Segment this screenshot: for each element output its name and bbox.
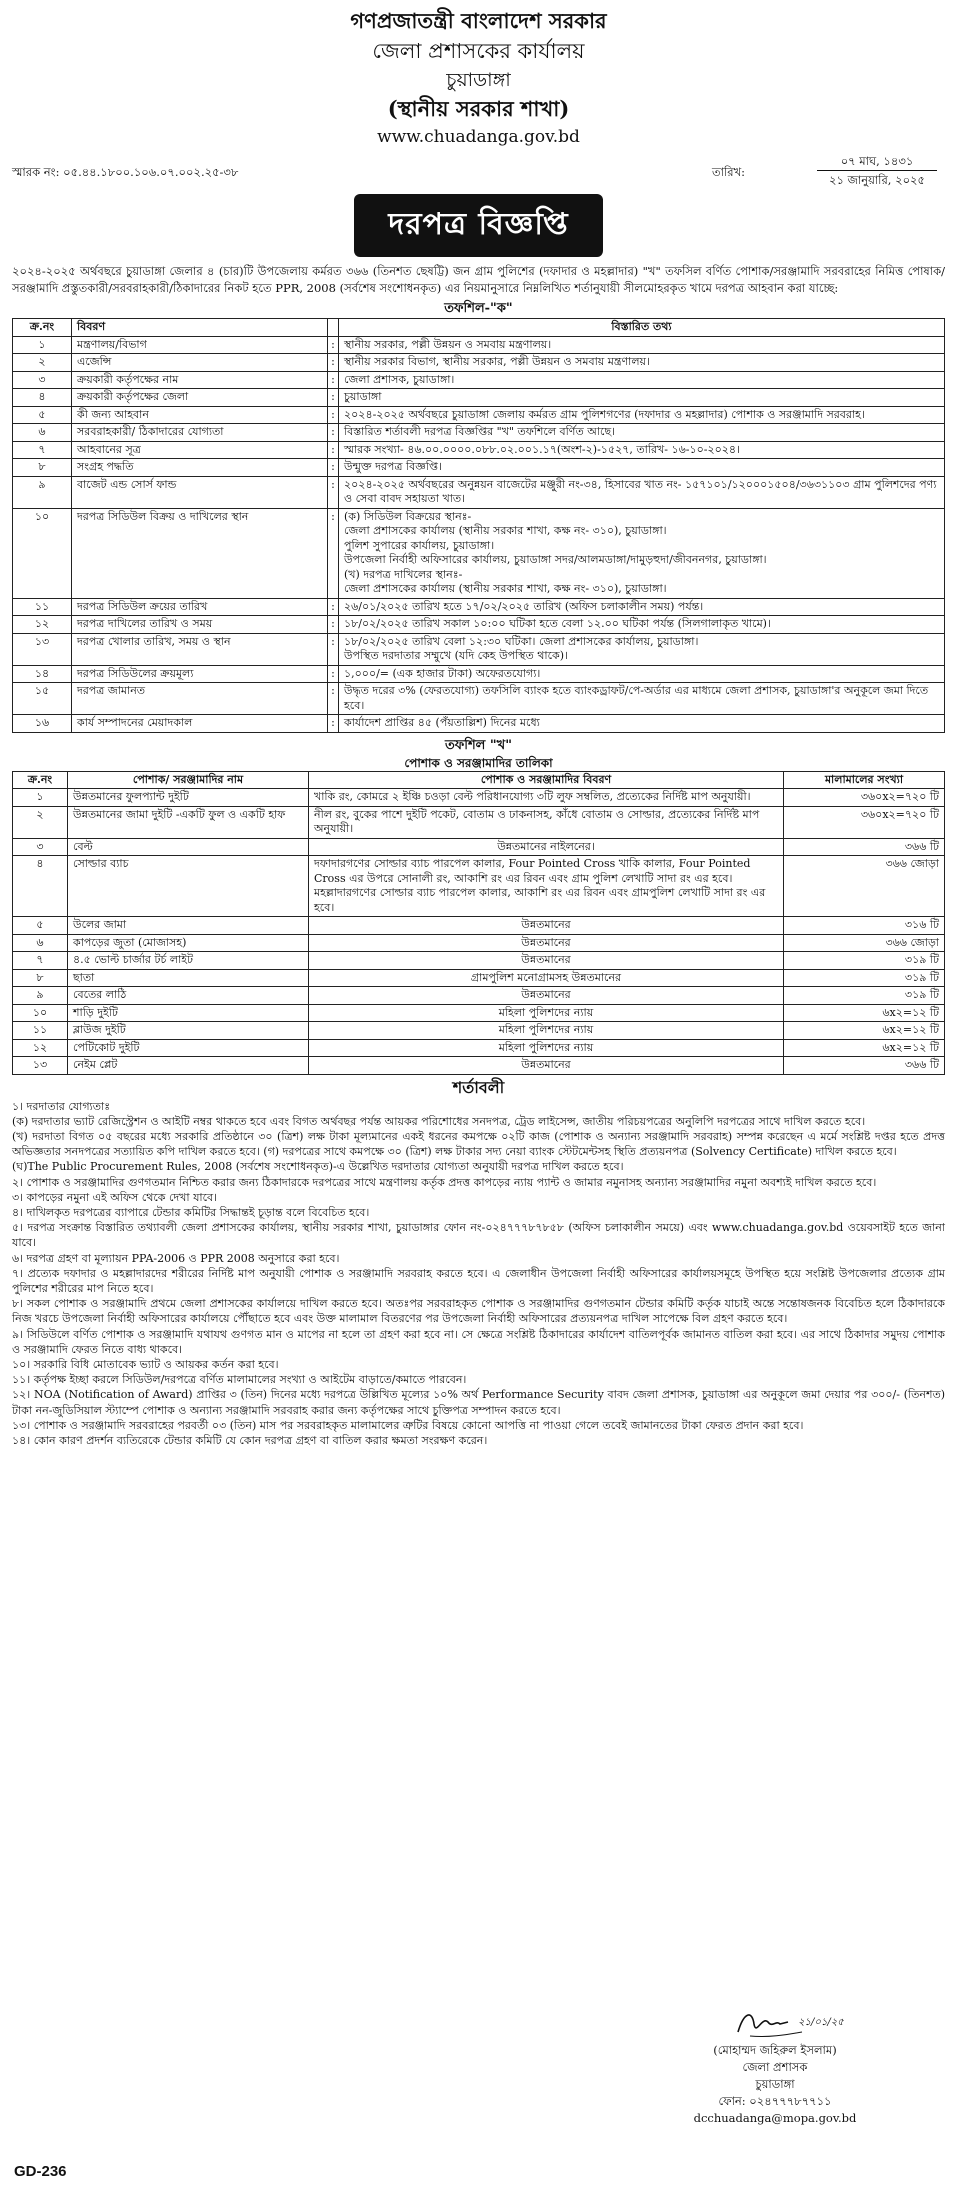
schedule-kha-row bbox=[13, 838, 945, 856]
schedule-kha-title: তফশিল "খ" bbox=[445, 737, 512, 753]
row-detail: ২৬/০১/২০২৫ তারিখ হতে ১৭/০২/২০২৫ তারিখ (অফিস চলাকালীন সময়) পর্যন্ত। bbox=[339, 598, 945, 616]
row-separator: : bbox=[328, 389, 339, 407]
schedule-ka-row bbox=[13, 336, 945, 354]
row-description: উন্নতমানের bbox=[309, 987, 784, 1005]
row-quantity: ৩৬৬ জোড়া bbox=[784, 934, 945, 952]
schedule-kha-row bbox=[13, 987, 945, 1005]
row-separator: : bbox=[328, 406, 339, 424]
row-quantity: ৩৬০x২=৭২০ টি bbox=[784, 806, 945, 838]
row-serial: ১৬ bbox=[13, 715, 72, 733]
row-serial: ৭ bbox=[13, 952, 68, 970]
row-separator: : bbox=[328, 598, 339, 616]
row-detail: ১৮/০২/২০২৫ তারিখ সকাল ১০:০০ ঘটিকা হতে বেলা ১২.০০ ঘটিকা পর্যন্ত (সিলগালাকৃত খামে)। bbox=[339, 616, 945, 634]
office-title: জেলা প্রশাসকের কার্যালয় bbox=[372, 39, 585, 63]
row-separator: : bbox=[328, 371, 339, 389]
row-name: বেল্ট bbox=[68, 838, 309, 856]
schedule-kha-row bbox=[13, 1004, 945, 1022]
condition-item: (ঘ)The Public Procurement Rules, 2008 (সর্বশেষ সংশোধনকৃত)-এ উল্লেখিত দরদাতার যোগ্যতা অনুযায়ী দরপত্র দাখিল করতে হবে। bbox=[12, 1160, 624, 1174]
row-description: উন্নতমানের নাইলনের। bbox=[309, 838, 784, 856]
header-detail: বিস্তারিত তথ্য bbox=[339, 319, 945, 337]
row-detail: স্থানীয় সরকার, পল্লী উন্নয়ন ও সমবায় মন্ত্রণালয়। bbox=[339, 336, 945, 354]
row-separator: : bbox=[328, 633, 339, 665]
condition-item: ৩। কাপড়ের নমুনা এই অফিস থেকে দেখা যাবে। bbox=[12, 1190, 218, 1204]
schedule-kha-row bbox=[13, 934, 945, 952]
row-detail: স্থানীয় সরকার বিভাগ, স্থানীয় সরকার, পল্লী উন্নয়ন ও সমবায় মন্ত্রণালয়। bbox=[339, 354, 945, 372]
condition-item: (খ) দরদাতা বিগত ০৫ বছরের মধ্যে সরকারি প্রতিষ্ঠানে ৩০ (ত্রিশ) লক্ষ টাকা মূল্যমানের একই ধরনের কমপক্ষে ০২টি কাজ (পোশাক ও অন্যান্য সরঞ্জামাদি সরবরাহ) সম্পন্ন করেছেন এ মর্মে সংশ্লিষ্ট দপ্তর হতে প্রদত্ত অভিজ্ঞতার সনদপত্রের সত্যায়িত কপি দাখিল করতে হবে। (গ) দরপত্রের সাথে কমপক্ষে ৩০ (ত্রিশ) লক্ষ টাকার সদ্য নেয়া ব্যাংক স্টেটমেন্টসহ স্থিতি প্রত্যয়নপত্র (Solvency Certificate) দাখিল করতে হবে। bbox=[12, 1129, 945, 1159]
row-detail: ২০২৪-২০২৫ অর্থবছরে চুয়াডাঙ্গা জেলায় কর্মরত গ্রাম পুলিশগণের (দফাদার ও মহল্লাদার) পোশাক ও সরঞ্জামাদি সরবরাহ। bbox=[339, 406, 945, 424]
letterhead bbox=[12, 6, 945, 150]
row-detail: (ক) সিডিউল বিক্রয়ের স্থানঃ- জেলা প্রশাসকের কার্যালয় (স্থানীয় সরকার শাখা, কক্ষ নং- ৩১০), চুয়াডাঙ্গা। পুলিশ সুপারের কার্যালয়, চুয়াডাঙ্গা। উপজেলা নির্বাহী অফিসারের কার্যালয়, চুয়াডাঙ্গা সদর/আলমডাঙ্গা/দামুড়হুদা/জীবননগর, চুয়াডাঙ্গা। (খ) দরপত্র দাখিলের স্থানঃ- জেলা প্রশাসকের কার্যালয় (স্থানীয় সরকার শাখা, কক্ষ নং- ৩১০), চুয়াডাঙ্গা। bbox=[339, 508, 945, 598]
row-serial: ১৩ bbox=[13, 633, 72, 665]
row-detail: ১৮/০২/২০২৫ তারিখ বেলা ১২:৩০ ঘটিকা। জেলা প্রশাসকের কার্যালয়, চুয়াডাঙ্গা। উপস্থিত দরদাতার সম্মুখে (যদি কেহ উপস্থিত থাকে)। bbox=[339, 633, 945, 665]
row-detail: চুয়াডাঙ্গা bbox=[339, 389, 945, 407]
row-name: ছাতা bbox=[68, 969, 309, 987]
row-description: গ্রামপুলিশ মনোগ্রামসহ উন্নতমানের bbox=[309, 969, 784, 987]
row-serial: ৭ bbox=[13, 441, 72, 459]
schedule-ka-row bbox=[13, 665, 945, 683]
row-item: ক্রয়কারী কর্তৃপক্ষের জেলা bbox=[72, 389, 328, 407]
date-label: তারিখ: bbox=[712, 165, 746, 179]
row-name: পেটিকোট দুইটি bbox=[68, 1039, 309, 1057]
row-serial: ১০ bbox=[13, 508, 72, 598]
row-serial: ১২ bbox=[13, 616, 72, 634]
banner-wrap bbox=[12, 194, 945, 257]
row-description: উন্নতমানের bbox=[309, 1057, 784, 1075]
schedule-ka-row bbox=[13, 715, 945, 733]
row-separator: : bbox=[328, 715, 339, 733]
conditions-list bbox=[12, 1099, 945, 1449]
schedule-ka-row bbox=[13, 508, 945, 598]
signatory-place: চুয়াডাঙ্গা bbox=[755, 2077, 795, 2091]
row-quantity: ৩৬০x২=৭২০ টি bbox=[784, 789, 945, 807]
schedule-kha-subtitle: পোশাক ও সরঞ্জামাদির তালিকা bbox=[404, 755, 553, 770]
row-separator: : bbox=[328, 665, 339, 683]
row-serial: ১৪ bbox=[13, 665, 72, 683]
schedule-ka-row bbox=[13, 633, 945, 665]
row-serial: ৮ bbox=[13, 459, 72, 477]
row-name: নেইম প্লেট bbox=[68, 1057, 309, 1075]
row-item: দরপত্র খোলার তারিখ, সময় ও স্থান bbox=[72, 633, 328, 665]
header-name: পোশাক/ সরঞ্জামাদির নাম bbox=[68, 771, 309, 789]
row-item: দরপত্র সিডিউল বিক্রয় ও দাখিলের স্থান bbox=[72, 508, 328, 598]
signatory-title: জেলা প্রশাসক bbox=[742, 2060, 808, 2074]
row-quantity: ৩৬৬ টি bbox=[784, 838, 945, 856]
conditions-title: শর্তাবলী bbox=[452, 1077, 505, 1097]
row-item: সরবরাহকারী/ ঠিকাদারের যোগ্যতা bbox=[72, 424, 328, 442]
reference-row bbox=[12, 150, 945, 194]
row-serial: ৮ bbox=[13, 969, 68, 987]
schedule-ka-row bbox=[13, 459, 945, 477]
row-serial: ৪ bbox=[13, 856, 68, 917]
row-serial: ১৫ bbox=[13, 683, 72, 715]
signatory-name: (মোহাম্মদ জহিরুল ইসলাম) bbox=[713, 2043, 837, 2057]
row-serial: ১২ bbox=[13, 1039, 68, 1057]
schedule-ka-row bbox=[13, 476, 945, 508]
row-item: আহবানের সূত্র bbox=[72, 441, 328, 459]
row-serial: ৪ bbox=[13, 389, 72, 407]
header-description: পোশাক ও সরঞ্জামাদির বিবরণ bbox=[309, 771, 784, 789]
condition-item: ১৪। কোন কারণ প্রদর্শন ব্যতিরেকে টেন্ডার কমিটি যে কোন দরপত্র গ্রহণ বা বাতিল করার ক্ষমতা সংরক্ষণ করেন। bbox=[12, 1433, 488, 1447]
signature-mark bbox=[660, 2002, 890, 2042]
schedule-ka-row bbox=[13, 441, 945, 459]
row-name: কাপড়ের জুতা (মোজাসহ) bbox=[68, 934, 309, 952]
row-detail: উদ্ধৃত দরের ৩% (ফেরতযোগ্য) তফসিলি ব্যাংক হতে ব্যাংকড্রাফট/পে-অর্ডার এর মাধ্যমে জেলা প্রশাসক, চুয়াডাঙ্গা'র অনুকূলে জমা দিতে হবে। bbox=[339, 683, 945, 715]
row-separator: : bbox=[328, 354, 339, 372]
branch-name: (স্থানীয় সরকার শাখা) bbox=[387, 96, 570, 121]
row-separator: : bbox=[328, 476, 339, 508]
govt-title: গণপ্রজাতন্ত্রী বাংলাদেশ সরকার bbox=[350, 8, 607, 33]
row-item: কী জন্য আহবান bbox=[72, 406, 328, 424]
row-quantity: ৩১৯ টি bbox=[784, 987, 945, 1005]
schedule-kha-row bbox=[13, 789, 945, 807]
row-item: বাজেট এন্ড সোর্স ফান্ড bbox=[72, 476, 328, 508]
row-item: সংগ্রহ পদ্ধতি bbox=[72, 459, 328, 477]
row-separator: : bbox=[328, 616, 339, 634]
signature-date: ২১/০১/২৫ bbox=[798, 2017, 844, 2028]
row-separator: : bbox=[328, 508, 339, 598]
condition-item: ২। পোশাক ও সরঞ্জামাদির গুণগতমান নিশ্চিত করার জন্য ঠিকাদারকে দরপত্রের সাথে মন্ত্রণালয় কর্তৃক প্রদত্ত কাপড়ের ন্যায় প্যান্ট ও জামার নমুনাসহ অন্যান্য সরঞ্জামাদির নমুনা অবশ্যই দাখিল করতে হবে। bbox=[12, 1175, 877, 1189]
condition-item: ৫। দরপত্র সংক্রান্ত বিস্তারিত তথ্যাবলী জেলা প্রশাসকের কার্যালয়, স্থানীয় সরকার শাখা, চুয়াডাঙ্গার ফোন নং-০২৪৭৭৭৮৭৮৫৮ (অফিস চলাকালীন সময়ে) এবং www.chuadanga.gov.bd ওয়েবসাইট হতে জানা যাবে। bbox=[12, 1221, 945, 1250]
condition-item: ৯। সিডিউলে বর্ণিত পোশাক ও সরঞ্জামাদি যথাযথ গুণগত মান ও মাপের না হলে তা গ্রহণ করা হবে না। সে ক্ষেত্রে সংশ্লিষ্ট ঠিকাদারের কার্যাদেশ বাতিলপূর্বক জামানত বাতিল করা হবে। এর সাথে ঠিকাদার সমুদয় পোশাক ও সরঞ্জামাদি ফেরত নিতে বাধ্য থাকবে। bbox=[12, 1327, 945, 1356]
row-name: ব্লাউজ দুইটি bbox=[68, 1022, 309, 1040]
row-serial: ৬ bbox=[13, 424, 72, 442]
condition-item: ১০। সরকারি বিধি মোতাবেক ভ্যাট ও আয়কর কর্তন করা হবে। bbox=[12, 1357, 279, 1371]
header-sep bbox=[328, 319, 339, 337]
schedule-ka-row bbox=[13, 389, 945, 407]
signatory-phone: ফোন: ০২৪৭৭৭৮৭৭১১ bbox=[718, 2094, 832, 2108]
condition-item: ৭। প্রত্যেক দফাদার ও মহল্লাদারদের শরীরের নির্দিষ্ট মাপ অনুযায়ী পোশাক ও সরঞ্জামাদি সরবরাহ করতে হবে। এ জেলাধীন উপজেলা নির্বাহী অফিসারের কার্যালয়সমূহে উপস্থিত হয়ে সংশ্লিষ্ট উপজেলার প্রত্যেক গ্রাম পুলিশের শরীরের মাপ নিতে হবে। bbox=[12, 1266, 945, 1295]
notice-banner: দরপত্র বিজ্ঞপ্তি bbox=[354, 194, 602, 257]
row-description: দফাদারগণের সোল্ডার ব্যাচ পারপেল কালার, Four Pointed Cross খাকি কালার, Four Pointed Cross এর উপরে সোনালী রং, আকাশি রং এর রিবন এবং গ্রাম পুলিশ লেখাটি সাদা রং এর হবে। মহল্লাদারগণের সোল্ডার ব্যাচ পারপেল কালার, আকাশি রং এর রিবন এবং গ্রামপুলিশ লেখাটি সাদা রং এর হবে। bbox=[309, 856, 784, 917]
schedule-ka-body bbox=[13, 336, 945, 732]
signatory-email[interactable]: dcchuadanga@mopa.gov.bd bbox=[693, 2111, 857, 2125]
row-serial: ১০ bbox=[13, 1004, 68, 1022]
row-serial: ১ bbox=[13, 789, 68, 807]
header-quantity: মালামালের সংখ্যা bbox=[784, 771, 945, 789]
row-separator: : bbox=[328, 683, 339, 715]
row-item: মন্ত্রণালয়/বিভাগ bbox=[72, 336, 328, 354]
row-serial: ২ bbox=[13, 806, 68, 838]
condition-item: ৮। সকল পোশাক ও সরঞ্জামাদি প্রথমে জেলা প্রশাসকের কার্যালয়ে দাখিল করতে হবে। অতঃপর সরবরাহকৃত পোশাক ও সরঞ্জামাদির গুণগতমান টেন্ডার কমিটি কর্তৃক যাচাই অন্তে সন্তোষজনক বিবেচিত হলে ঠিকাদারকে নিজ খরচে উপজেলা নির্বাহী অফিসারের কার্যালয়ে পৌঁছাতে হবে এবং উক্ত মালামাল বিতরণের পর উপজেলা নির্বাহী অফিসারের প্রত্যয়নপত্র দাখিল সাপেক্ষে বিল গ্রহণ করতে হবে। bbox=[12, 1297, 945, 1326]
intro-paragraph: ২০২৪-২০২৫ অর্থবছরে চুয়াডাঙ্গা জেলার ৪ (চার)টি উপজেলায় কর্মরত ৩৬৬ (তিনশত ছেষট্টি) জন গ্রাম পুলিশের (দফাদার ও মহল্লাদার) "খ" তফসিল বর্ণিত পোশাক/সরঞ্জামাদি সরবরাহের নিমিত্ত পোষাক/সরঞ্জামাদি প্রস্তুতকারী/সরবরাহকারী/ঠিকাদারের নিকট হতে PPR, 2008 (সর্বশেষ সংশোধনকৃত) এর নিয়মানুসারে নিম্নলিখিত শর্তানুযায়ী সীলমোহরকৃত খামে দরপত্র আহবান করা যাচ্ছে: bbox=[12, 264, 945, 295]
row-serial: ৬ bbox=[13, 934, 68, 952]
header-serial: ক্র.নং bbox=[13, 319, 72, 337]
row-serial: ৩ bbox=[13, 371, 72, 389]
date-bangla: ০৭ মাঘ, ১৪৩১ bbox=[840, 154, 914, 168]
row-item: কার্য সম্পাদনের মেয়াদকাল bbox=[72, 715, 328, 733]
schedule-kha-row bbox=[13, 952, 945, 970]
row-serial: ১৩ bbox=[13, 1057, 68, 1075]
schedule-ka-row bbox=[13, 354, 945, 372]
row-description: খাকি রং, কোমরে ২ ইঞ্চি চওড়া বেল্ট পরিধানযোগ্য ৩টি লুফ সম্বলিত, প্রত্যেকের নির্দিষ্ট মাপ অনুযায়ী। bbox=[309, 789, 784, 807]
condition-item: (ক) দরদাতার ভ্যাট রেজিস্ট্রেশন ও আইটি নম্বর থাকতে হবে এবং বিগত অর্থবছর পর্যন্ত আয়কর পরিশোধের সনদপত্র, ট্রেড লাইসেন্স, জাতীয় পরিচয়পত্রের অনুলিপি দরপত্রের সাথে দাখিল করতে হবে। bbox=[12, 1114, 866, 1128]
schedule-ka-table bbox=[12, 318, 945, 733]
row-detail: কার্যাদেশ প্রাপ্তির ৪৫ (পঁয়তাল্লিশ) দিনের মধ্যে bbox=[339, 715, 945, 733]
row-description: মহিলা পুলিশদের ন্যায় bbox=[309, 1004, 784, 1022]
row-quantity: ৩১৬ টি bbox=[784, 917, 945, 935]
schedule-kha-row bbox=[13, 1022, 945, 1040]
schedule-kha-body bbox=[13, 789, 945, 1075]
date-english: ২১ জানুয়ারি, ২০২৫ bbox=[817, 170, 937, 189]
footer-code: GD-236 bbox=[14, 2163, 67, 2180]
row-name: বেতের লাঠি bbox=[68, 987, 309, 1005]
row-serial: ১১ bbox=[13, 598, 72, 616]
row-item: দরপত্র সিডিউল ক্রয়ের তারিখ bbox=[72, 598, 328, 616]
schedule-kha-row bbox=[13, 856, 945, 917]
row-item: দরপত্র জামানত bbox=[72, 683, 328, 715]
row-detail: উন্মুক্ত দরপত্র বিজ্ঞপ্তি। bbox=[339, 459, 945, 477]
signature-block bbox=[660, 2002, 890, 2127]
row-item: ক্রয়কারী কর্তৃপক্ষের নাম bbox=[72, 371, 328, 389]
row-separator: : bbox=[328, 336, 339, 354]
row-quantity: ৩৬৬ জোড়া bbox=[784, 856, 945, 917]
row-detail: স্মারক সংখ্যা- ৪৬.০০.০০০০.০৮৮.০২.০০১.১৭(অংশ-২)-১৫২৭, তারিখ- ১৬-১০-২০২৪। bbox=[339, 441, 945, 459]
row-name: উন্নতমানের ফুলপ্যান্ট দুইটি bbox=[68, 789, 309, 807]
schedule-ka-row bbox=[13, 406, 945, 424]
row-detail: ১,০০০/= (এক হাজার টাকা) অফেরতযোগ্য। bbox=[339, 665, 945, 683]
schedule-kha-table bbox=[12, 771, 945, 1075]
memo-number: স্মারক নং: ০৫.৪৪.১৮০০.১০৬.০৭.০০২.২৫-৩৮ bbox=[12, 165, 239, 179]
row-item: দরপত্র সিডিউলের ক্রয়মূল্য bbox=[72, 665, 328, 683]
schedule-ka-row bbox=[13, 683, 945, 715]
row-description: মহিলা পুলিশদের ন্যায় bbox=[309, 1039, 784, 1057]
condition-item: ১। দরদাতার যোগ্যতাঃ bbox=[12, 1099, 111, 1113]
schedule-kha-header-row bbox=[13, 771, 945, 789]
date-block bbox=[817, 152, 937, 189]
row-serial: ১ bbox=[13, 336, 72, 354]
schedule-kha-row bbox=[13, 1039, 945, 1057]
row-serial: ২ bbox=[13, 354, 72, 372]
row-description: উন্নতমানের bbox=[309, 934, 784, 952]
row-description: নীল রং, বুকের পাশে দুইটি পকেট, বোতাম ও ঢাকনাসহ, কাঁধে বোতাম ও সোল্ডার, প্রত্যেকের নির্দিষ্ট মাপ অনুযায়ী। bbox=[309, 806, 784, 838]
condition-item: ১১। কর্তৃপক্ষ ইচ্ছা করলে সিডিউল/দরপত্রে বর্ণিত মালামালের সংখ্যা ও আইটেম বাড়াতে/কমাতে পারবেন। bbox=[12, 1373, 467, 1387]
tender-notice-page bbox=[12, 6, 945, 1448]
row-detail: জেলা প্রশাসক, চুয়াডাঙ্গা। bbox=[339, 371, 945, 389]
schedule-kha-row bbox=[13, 806, 945, 838]
condition-item: ৬। দরপত্র গ্রহণ বা মূল্যায়ন PPA-2006 ও PPR 2008 অনুসারে করা হবে। bbox=[12, 1251, 340, 1265]
row-serial: ৯ bbox=[13, 987, 68, 1005]
row-description: মহিলা পুলিশদের ন্যায় bbox=[309, 1022, 784, 1040]
row-name: সোল্ডার ব্যাচ bbox=[68, 856, 309, 917]
row-quantity: ৩১৯ টি bbox=[784, 952, 945, 970]
row-name: উলের জামা bbox=[68, 917, 309, 935]
row-separator: : bbox=[328, 424, 339, 442]
header-serial: ক্র.নং bbox=[13, 771, 68, 789]
row-serial: ৩ bbox=[13, 838, 68, 856]
schedule-ka-row bbox=[13, 616, 945, 634]
row-description: উন্নতমানের bbox=[309, 917, 784, 935]
row-name: ৪.৫ ভোল্ট চার্জার টর্চ লাইট bbox=[68, 952, 309, 970]
schedule-ka-row bbox=[13, 424, 945, 442]
row-detail: বিস্তারিত শর্তাবলী দরপত্র বিজ্ঞপ্তির "খ" তফশিলে বর্ণিত আছে। bbox=[339, 424, 945, 442]
row-quantity: ৩৬৬ টি bbox=[784, 1057, 945, 1075]
row-detail: ২০২৪-২০২৫ অর্থবছরের অনুন্নয়ন বাজেটের মঞ্জুরী নং-৩৪, হিসাবের খাত নং- ১৫৭১০১/১২০০০১৫০৪/৩৬৩১১০৩ গ্রাম পুলিশদের পণ্য ও সেবা বাবদ সহায়তা খাত। bbox=[339, 476, 945, 508]
header-item: বিবরণ bbox=[72, 319, 328, 337]
row-quantity: ৬x২=১২ টি bbox=[784, 1022, 945, 1040]
schedule-ka-row bbox=[13, 371, 945, 389]
schedule-ka-row bbox=[13, 598, 945, 616]
row-quantity: ৩১৯ টি bbox=[784, 969, 945, 987]
row-separator: : bbox=[328, 441, 339, 459]
schedule-kha-row bbox=[13, 917, 945, 935]
row-name: উন্নতমানের জামা দুইটি -একটি ফুল ও একটি হাফ bbox=[68, 806, 309, 838]
row-description: উন্নতমানের bbox=[309, 952, 784, 970]
row-serial: ৫ bbox=[13, 917, 68, 935]
condition-item: ১৩। পোশাক ও সরঞ্জামাদি সরবরাহের পরবর্তী ০৩ (তিন) মাস পর সরবরাহকৃত মালামালের ত্রুটির বিষয়ে কোনো আপত্তি না পাওয়া গেলে তবেই জামানতের টাকা ফেরত প্রদান করা হবে। bbox=[12, 1418, 804, 1432]
schedule-kha-row bbox=[13, 969, 945, 987]
website-link[interactable]: www.chuadanga.gov.bd bbox=[377, 127, 580, 147]
row-serial: ১১ bbox=[13, 1022, 68, 1040]
schedule-kha-row bbox=[13, 1057, 945, 1075]
row-quantity: ৬x২=১২ টি bbox=[784, 1004, 945, 1022]
row-name: শাড়ি দুইটি bbox=[68, 1004, 309, 1022]
district-name: চুয়াডাঙ্গা bbox=[446, 69, 511, 91]
row-separator: : bbox=[328, 459, 339, 477]
condition-item: ১২। NOA (Notification of Award) প্রাপ্তির ৩ (তিন) দিনের মধ্যে দরপত্রে উল্লিখিত মূল্যের ১০% অর্থ Performance Security বাবদ জেলা প্রশাসক, চুয়াডাঙ্গা এর অনুকূলে জমা দেয়ার পর ৩০০/- (তিনশত) টাকা নন-জুডিসিয়াল স্ট্যাম্পে পোশাক ও অন্যান্য সরঞ্জামাদি সরবরাহ করার জন্য কর্তৃপক্ষের সাথে চুক্তিপত্র সম্পাদন করতে হবে। bbox=[12, 1388, 945, 1417]
row-item: দরপত্র দাখিলের তারিখ ও সময় bbox=[72, 616, 328, 634]
row-quantity: ৬x২=১২ টি bbox=[784, 1039, 945, 1057]
schedule-ka-header-row bbox=[13, 319, 945, 337]
row-serial: ৫ bbox=[13, 406, 72, 424]
condition-item: ৪। দাখিলকৃত দরপত্রের ব্যাপারে টেন্ডার কমিটির সিদ্ধান্তই চূড়ান্ত বলে বিবেচিত হবে। bbox=[12, 1205, 370, 1219]
row-serial: ৯ bbox=[13, 476, 72, 508]
row-item: এজেন্সি bbox=[72, 354, 328, 372]
schedule-ka-title: তফশিল-"ক" bbox=[444, 301, 513, 316]
